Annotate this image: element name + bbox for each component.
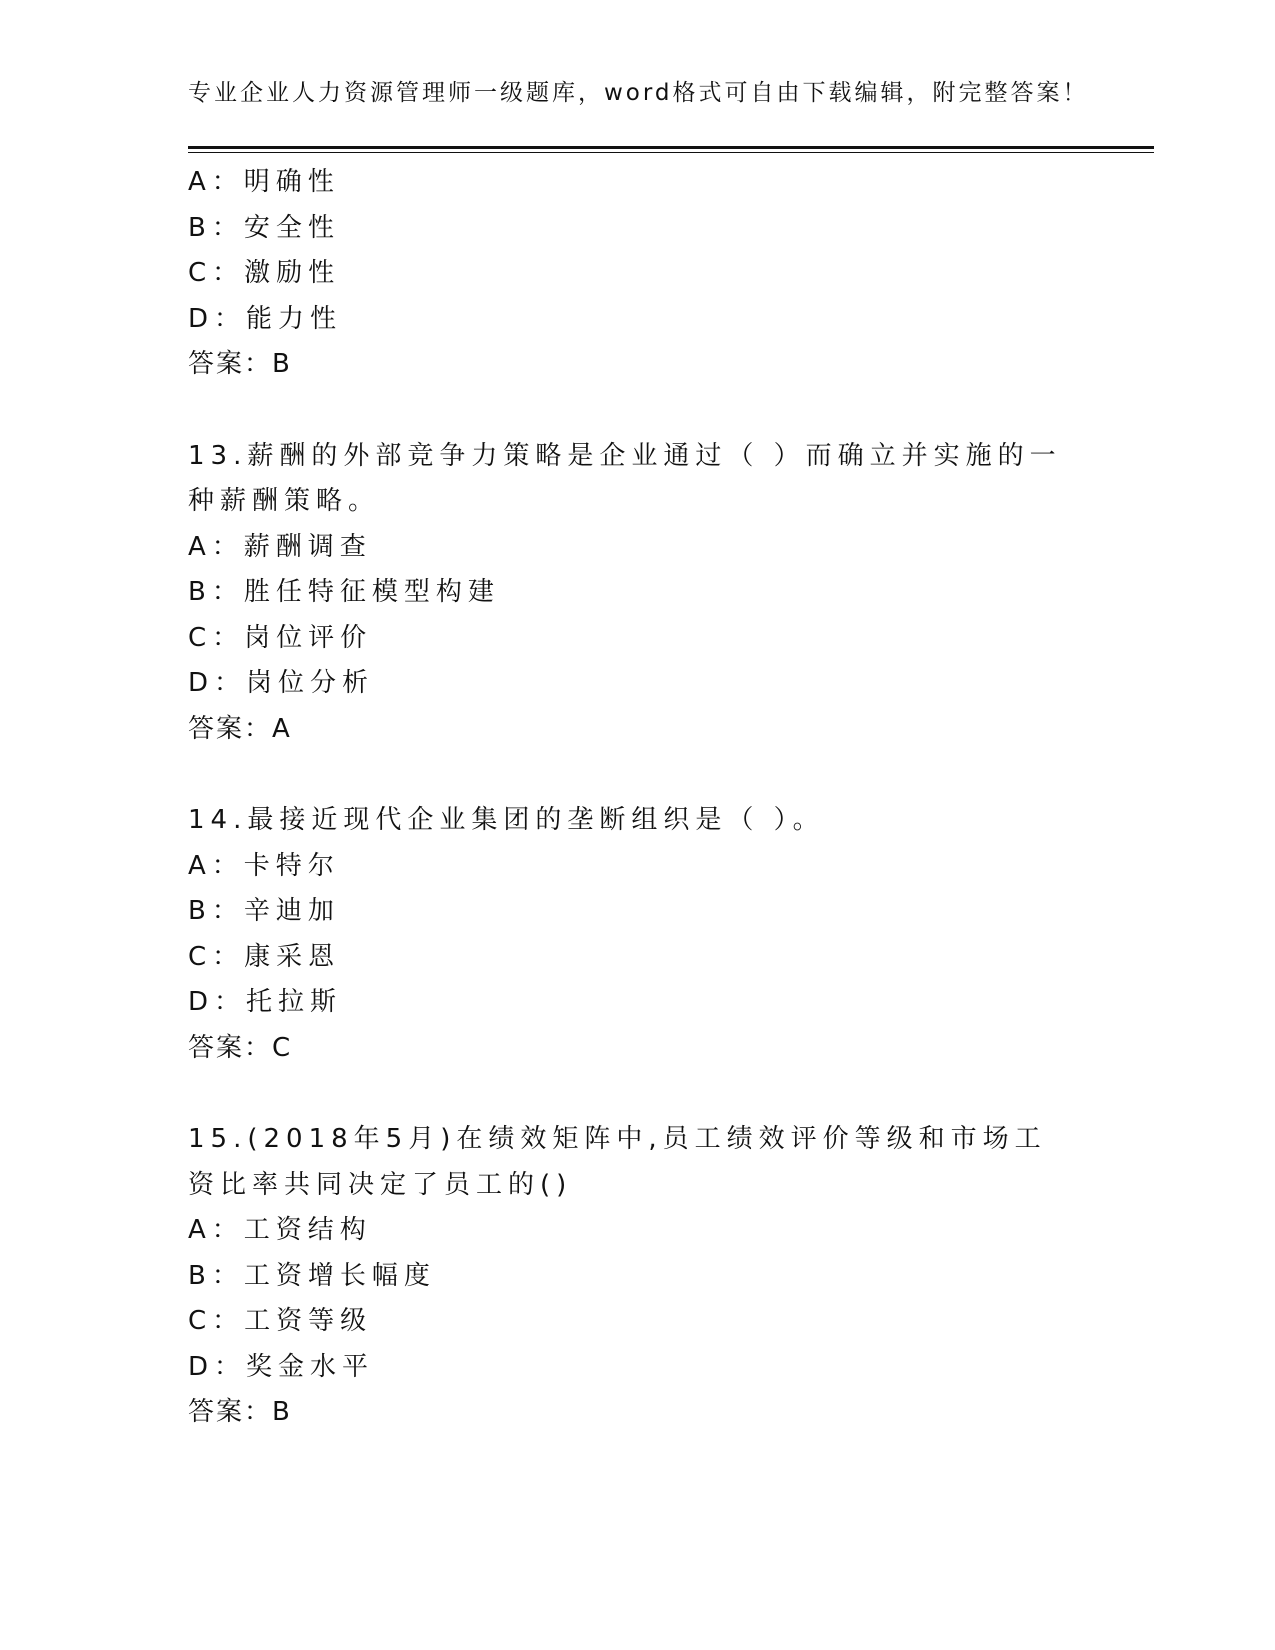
option-c: C：激励性 — [188, 258, 341, 288]
page-header: 专业企业人力资源管理师一级题库，word格式可自由下载编辑，附完整答案！ — [188, 80, 1089, 106]
answer-label: 答案： — [188, 349, 273, 379]
question-15 — [188, 1117, 1108, 1436]
option-b: B：工资增长幅度 — [188, 1260, 436, 1291]
option-a: A：卡特尔 — [188, 850, 340, 881]
answer-line — [188, 707, 1108, 753]
option-b: B：安全性 — [188, 212, 340, 243]
answer-value: C — [272, 1032, 291, 1063]
answer-label: 答案： — [188, 1397, 273, 1427]
option-c: C：岗位评价 — [188, 622, 373, 653]
header-divider-thick — [188, 146, 1154, 149]
question-stem: 14.最接近现代企业集团的垄断组织是（ ）。 — [188, 805, 825, 835]
option-d: D：能力性 — [188, 303, 343, 334]
answer-label: 答案： — [188, 713, 273, 744]
option-a: A：薪酬调查 — [188, 531, 372, 562]
option-a: A：工资结构 — [188, 1215, 372, 1245]
option-c: C：康采恩 — [188, 941, 341, 972]
option-a: A：明确性 — [188, 167, 340, 197]
option-d: D：奖金水平 — [188, 1351, 375, 1382]
answer-line — [188, 1026, 1108, 1072]
answer-value: B — [272, 1397, 290, 1427]
answer-value: B — [272, 349, 290, 379]
header-divider-thin — [188, 152, 1154, 153]
answer-line — [188, 1390, 1108, 1436]
question-14 — [188, 798, 1108, 1071]
question-continued — [188, 160, 1108, 388]
option-c: C：工资等级 — [188, 1306, 373, 1336]
question-stem: 15.(2018年5月)在绩效矩阵中,员工绩效评价等级和市场工资比率共同决定了员工的() — [188, 1124, 1047, 1200]
option-d: D：托拉斯 — [188, 987, 343, 1017]
option-d: D：岗位分析 — [188, 668, 375, 698]
question-13 — [188, 434, 1108, 753]
option-b: B：胜任特征模型构建 — [188, 577, 500, 607]
option-b: B：辛迪加 — [188, 896, 340, 926]
answer-line — [188, 342, 1108, 388]
question-list — [188, 160, 1108, 1482]
answer-value: A — [272, 713, 290, 744]
question-stem: 13.薪酬的外部竞争力策略是企业通过（ ）而确立并实施的一种薪酬策略。 — [188, 440, 1062, 516]
answer-label: 答案： — [188, 1032, 273, 1063]
